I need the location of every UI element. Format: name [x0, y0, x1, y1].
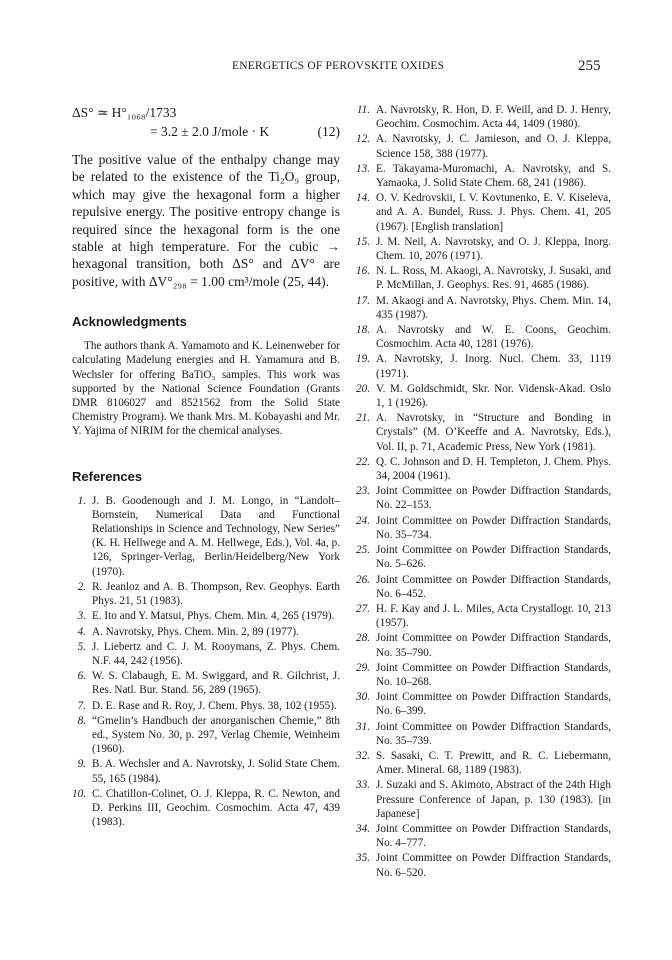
right-column [356, 103, 611, 881]
reference-number: 14. [356, 192, 370, 205]
equation-value: = 3.2 ± 2.0 J/mole · K [150, 124, 270, 139]
acknowledgments-text: The authors thank A. Yamamoto and K. Leinenweber for calculating Madelung energies and H. Yamamura and B. Wechsler for offering BaTiO₃ samples. This work was supported by the National Science Foundation (Grants DMR 8106027 and 8521562 from the Solid State Chemistry Program). We thank Mrs. M. Kobayashi and Mr. Y. Yajima of NIRIM for the chemical analyses. [72, 340, 340, 438]
reference-text: A. Navrotsky and W. E. Coons, Geochim. Cosmochim. Acta 40, 1281 (1976). [376, 324, 611, 351]
reference-number: 4. [77, 625, 86, 638]
reference-item [356, 411, 611, 454]
reference-text: A. Navrotsky, J. C. Jamieson, and O. J. Kleppa, Science 158, 388 (1977). [376, 133, 611, 160]
reference-item [72, 714, 340, 757]
reference-number: 5. [77, 640, 86, 653]
reference-number: 1. [77, 494, 86, 507]
reference-text: Joint Committee on Powder Diffraction Standards, No. 6–399. [376, 691, 611, 718]
reference-text: E. Ito and Y. Matsui, Phys. Chem. Min. 4, 265 (1979). [92, 610, 335, 623]
reference-item [72, 757, 340, 785]
reference-text: Q. C. Johnson and D. H. Templeton, J. Chem. Phys. 34, 2004 (1961). [376, 455, 611, 483]
reference-item [356, 484, 611, 512]
reference-text: “Gmelin’s Handbuch der anorganischen Chemie,” 8th ed., System No. 30, p. 297, Verlag Chemie, Weinheim (1960). [92, 714, 340, 756]
reference-item [356, 573, 611, 601]
reference-item [356, 778, 611, 821]
reference-number: 13. [356, 162, 370, 175]
reference-text: A. Navrotsky, in “Structure and Bonding in Crystals” (M. O’Keeffe and A. Navrotsky, Eds.), Vol. II, p. 71, Academic Press, New York (1981). [376, 412, 611, 453]
reference-text: Joint Committee on Powder Diffraction Standards, No. 5–626. [376, 544, 611, 571]
reference-item [72, 669, 340, 697]
reference-text: J. B. Goodenough and J. M. Longo, in “Landolt–Bornstein, Numerical Data and Functional Relationships in Science and Technology, New Series” (K. H. Hellwege and A. M. Hellwege, Eds.), Vol. 4a, p. 126, Springer-Verlag, Berlin/Heidelberg/New York (1970). [92, 494, 340, 578]
reference-item [356, 323, 611, 351]
reference-number: 34. [356, 822, 370, 835]
reference-item [356, 822, 611, 850]
reference-number: 19. [356, 353, 370, 366]
reference-number: 8. [77, 714, 86, 727]
reference-item [356, 235, 611, 263]
reference-item [356, 103, 611, 131]
reference-item [356, 543, 611, 571]
reference-text: A. Navrotsky, J. Inorg. Nucl. Chem. 33, 1119 (1971). [376, 353, 611, 380]
reference-number: 31. [356, 720, 370, 733]
reference-item [356, 514, 611, 542]
reference-number: 11. [356, 104, 370, 116]
reference-number: 23. [356, 485, 370, 498]
reference-text: Joint Committee on Powder Diffraction Standards, No. 35–739. [376, 720, 611, 747]
reference-text: J. M. Neil, A. Navrotsky, and O. J. Kleppa, Inorg. Chem. 10, 2076 (1971). [376, 235, 611, 263]
reference-number: 17. [356, 294, 370, 307]
reference-item [72, 640, 340, 668]
body-paragraph: The positive value of the enthalpy change may be related to the existence of the Ti₂O₉ group, which may give the hexagonal form a higher repulsive energy. The positive entropy change is required since the hexagonal form is the one stable at high temperature. For the cubic → hexagonal transition, both ΔS° and ΔV° are positive, with ΔV°₂₉₈ = 1.00 cm³/mole (25, 44). [72, 152, 340, 289]
reference-item [356, 352, 611, 380]
reference-text: Joint Committee on Powder Diffraction Standards, No. 6–452. [376, 573, 611, 600]
reference-number: 27. [356, 602, 370, 615]
left-column [72, 103, 340, 830]
reference-number: 24. [356, 514, 370, 527]
reference-item [356, 602, 611, 630]
reference-text: S. Sasaki, C. T. Prewitt, and R. C. Liebermann, Amer. Mineral. 68, 1189 (1983). [376, 749, 611, 777]
reference-text: Joint Committee on Powder Diffraction Standards, No. 35–790. [376, 632, 611, 659]
reference-text: N. L. Ross, M. Akaogi, A. Navrotsky, J. Susaki, and P. McMillan, J. Geophys. Res. 91, 4685 (1986). [376, 265, 611, 292]
references-list-right [356, 103, 611, 880]
reference-item [356, 631, 611, 659]
reference-number: 15. [356, 235, 370, 248]
reference-text: Joint Committee on Powder Diffraction Standards, No. 10–268. [376, 661, 611, 688]
reference-item [356, 294, 611, 322]
reference-item [356, 264, 611, 292]
reference-number: 2. [77, 580, 86, 593]
reference-text: D. E. Rase and R. Roy, J. Chem. Phys. 38, 102 (1955). [92, 699, 337, 712]
reference-text: Joint Committee on Powder Diffraction Standards, No. 22–153. [376, 485, 611, 512]
running-header [0, 60, 672, 80]
references-heading: References [72, 468, 143, 484]
reference-item [72, 699, 340, 713]
reference-number: 7. [77, 699, 86, 712]
reference-number: 12. [356, 133, 370, 146]
reference-item [356, 382, 611, 410]
reference-text: R. Jeanloz and A. B. Thompson, Rev. Geophys. Earth Phys. 21, 51 (1983). [92, 580, 340, 608]
reference-text: C. Chatillon-Colinet, O. J. Kleppa, R. C. Newton, and D. Perkins III, Geochim. Cosmochim. Acta 47, 439 (1983). [92, 787, 340, 829]
reference-item [356, 191, 611, 234]
reference-number: 35. [356, 852, 370, 865]
reference-text: O. V. Kedrovskii, I. V. Kovtunenko, E. V. Kiseleva, and A. A. Bundel, Russ. J. Phys. Chem. 41, 205 (1967). [English translation] [376, 192, 611, 233]
reference-item [356, 720, 611, 748]
reference-text: J. Suzaki and S. Akimoto, Abstract of the 24th High Pressure Conference of Japan, p. 130 (1983). [in Japanese] [376, 779, 611, 820]
reference-item [72, 625, 340, 639]
equation-line-1: ΔS° ≃ H°₁₀₆₈/1733 [72, 105, 177, 120]
reference-number: 6. [77, 670, 86, 683]
reference-number: 28. [356, 632, 370, 645]
reference-text: Joint Committee on Powder Diffraction Standards, No. 4–777. [376, 822, 611, 850]
equation-line-2 [72, 122, 340, 141]
reference-text: Joint Committee on Powder Diffraction Standards, No. 35–734. [376, 514, 611, 541]
reference-item [356, 132, 611, 160]
reference-item [356, 661, 611, 689]
reference-item [72, 609, 340, 623]
running-title: ENERGETICS OF PEROVSKITE OXIDES [232, 60, 445, 72]
reference-text: H. F. Kay and J. L. Miles, Acta Crystallogr. 10, 213 (1957). [376, 602, 611, 630]
reference-item [356, 749, 611, 777]
reference-number: 30. [356, 691, 370, 704]
reference-item [356, 455, 611, 483]
reference-item [356, 690, 611, 718]
reference-number: 3. [77, 610, 86, 623]
reference-number: 26. [356, 573, 370, 586]
reference-text: B. A. Wechsler and A. Navrotsky, J. Solid State Chem. 55, 165 (1984). [92, 758, 340, 785]
reference-text: A. Navrotsky, Phys. Chem. Min. 2, 89 (1977). [92, 625, 299, 638]
reference-number: 25. [356, 544, 370, 557]
reference-text: J. Liebertz and C. J. M. Rooymans, Z. Phys. Chem. N.F. 44, 242 (1956). [92, 640, 340, 667]
reference-text: V. M. Goldschmidt, Skr. Nor. Vidensk-Akad. Oslo 1, 1 (1926). [376, 382, 611, 410]
reference-number: 32. [356, 749, 370, 762]
reference-item [356, 851, 611, 879]
reference-number: 16. [356, 265, 370, 278]
reference-item [72, 494, 340, 579]
reference-item [356, 162, 611, 190]
reference-number: 9. [77, 758, 86, 771]
reference-number: 33. [356, 779, 370, 792]
reference-text: Joint Committee on Powder Diffraction Standards, No. 6–520. [376, 852, 611, 879]
reference-number: 20. [356, 382, 370, 395]
page-number: 255 [578, 58, 601, 74]
reference-number: 29. [356, 661, 370, 674]
equation-number: (12) [317, 124, 340, 139]
acknowledgments-heading: Acknowledgments [72, 314, 187, 330]
reference-number: 18. [356, 324, 370, 337]
reference-text: W. S. Clabaugh, E. M. Swiggard, and R. Gilchrist, J. Res. Natl. Bur. Stand. 56, 289 (1965). [92, 670, 340, 697]
reference-item [72, 580, 340, 608]
reference-text: M. Akaogi and A. Navrotsky, Phys. Chem. Min. 14, 435 (1987). [376, 294, 611, 321]
reference-number: 22. [356, 455, 370, 468]
reference-number: 10. [72, 787, 86, 800]
reference-item [72, 787, 340, 830]
reference-text: A. Navrotsky, R. Hon, D. F. Weill, and D. J. Henry, Geochim. Cosmochim. Acta 44, 1409 (1980). [376, 104, 611, 131]
reference-text: E. Takayama-Muromachi, A. Navrotsky, and S. Yamaoka, J. Solid State Chem. 68, 241 (1986). [376, 162, 611, 190]
reference-number: 21. [356, 412, 370, 425]
references-list-left [72, 494, 340, 830]
